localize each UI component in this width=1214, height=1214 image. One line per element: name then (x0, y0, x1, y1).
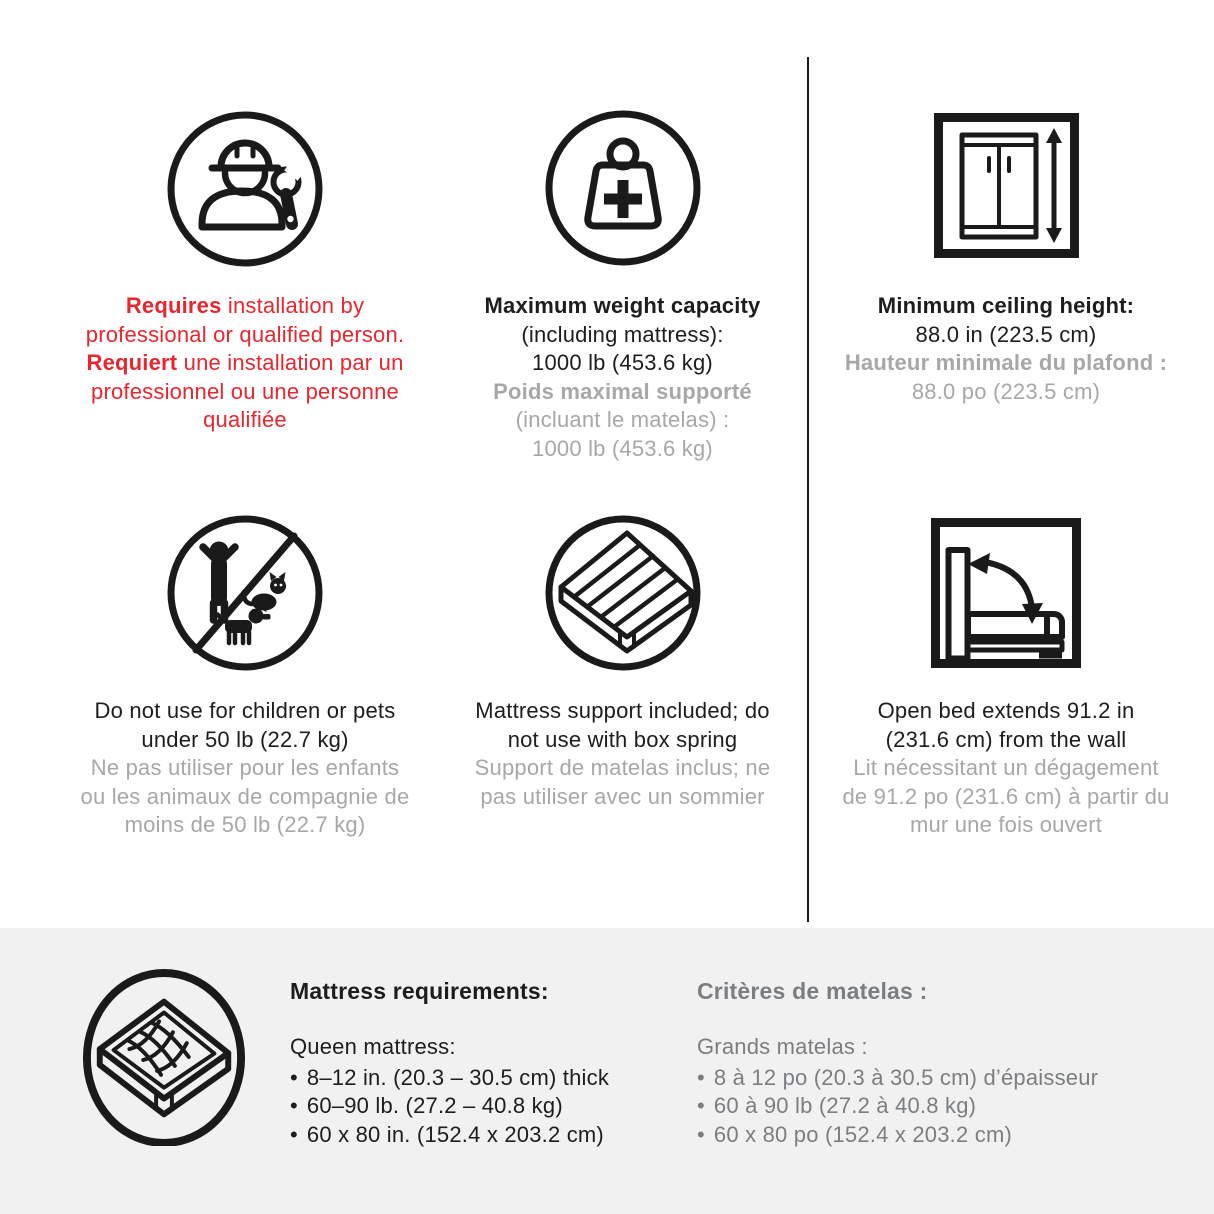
open-bed-block (822, 505, 1190, 840)
weight-capacity-icon (543, 108, 703, 268)
installation-text-en: Requires installation by professional or qualified person. (85, 293, 405, 347)
support-fr-line1: Support de matelas inclus; ne (474, 755, 771, 780)
mattress-spec-size-fr: • 60 x 80 po (152.4 x 203.2 cm) (697, 1121, 1098, 1150)
children-pets-en-line1: Do not use for children or pets (94, 698, 396, 723)
open-bed-fr-line2: de 91.2 po (231.6 cm) à partir du (842, 783, 1170, 809)
mattress-support-block (450, 505, 795, 811)
mattress-spec-weight-fr: • 60 à 90 lb (27.2 à 40.8 kg) (697, 1092, 1098, 1121)
ceiling-height-icon (929, 108, 1084, 263)
no-children-pets-block (30, 505, 460, 840)
mattress-spec-size-en: • 60 x 80 in. (152.4 x 203.2 cm) (290, 1121, 609, 1150)
weight-value-fr: 1000 lb (453.6 kg) (532, 435, 713, 461)
queen-mattress-label-fr: Grands matelas : (697, 1034, 868, 1059)
mattress-support-icon (543, 513, 703, 673)
mattress-spec-weight-en: • 60–90 lb. (27.2 – 40.8 kg) (290, 1092, 609, 1121)
ceiling-value-en: 88.0 in (223.5 cm) (915, 321, 1097, 347)
children-pets-fr-line2: ou les animaux de compagnie de (80, 783, 410, 809)
ceiling-title-fr: Hauteur minimale du plafond : (844, 350, 1168, 375)
weight-capacity-block (450, 100, 795, 463)
weight-line-en: (including mattress): (521, 321, 724, 347)
mattress-spec-list-fr (697, 1064, 1098, 1150)
children-pets-fr-line3: moins de 50 lb (22.7 kg) (124, 812, 366, 837)
mattress-requirements-heading-en: Mattress requirements: (290, 978, 549, 1004)
mattress-spec-list-en (290, 1064, 609, 1150)
mattress-spec-thickness-fr: • 8 à 12 po (20.3 à 30.5 cm) d’épaisseur (697, 1064, 1098, 1093)
mattress-requirements-en (290, 978, 609, 1149)
mattress-requirements-fr (697, 978, 1098, 1149)
weight-line-fr: (incluant le matelas) : (515, 407, 730, 432)
ceiling-value-fr: 88.0 po (223.5 cm) (911, 378, 1101, 404)
mattress-icon (80, 966, 248, 1146)
weight-title-en: Maximum weight capacity (484, 293, 761, 318)
installer-icon (164, 108, 326, 270)
open-bed-en-line1: Open bed extends 91.2 in (877, 698, 1135, 723)
ceiling-title-en: Minimum ceiling height: (877, 293, 1135, 318)
children-pets-en-line2: under 50 lb (22.7 kg) (141, 726, 349, 752)
open-bed-icon (926, 513, 1086, 673)
support-fr-line2: pas utiliser avec un sommier (480, 783, 765, 809)
mattress-spec-thickness-en: • 8–12 in. (20.3 – 30.5 cm) thick (290, 1064, 609, 1093)
installation-text-fr: Requiert une installation par un professionnel ou une personne qualifiée (86, 350, 404, 432)
weight-title-fr: Poids maximal supporté (493, 378, 752, 404)
no-children-pets-icon (165, 513, 325, 673)
open-bed-en-line2: (231.6 cm) from the wall (885, 726, 1127, 752)
queen-mattress-label-en: Queen mattress: (290, 1034, 456, 1059)
weight-value-en: 1000 lb (453.6 kg) (532, 350, 713, 375)
mattress-requirements-heading-fr: Critères de matelas : (697, 978, 928, 1004)
children-pets-fr-line1: Ne pas utiliser pour les enfants (90, 755, 400, 780)
vertical-divider (807, 57, 809, 922)
support-en-line1: Mattress support included; do (475, 698, 770, 723)
support-en-line2: not use with box spring (507, 726, 738, 752)
ceiling-height-block (822, 100, 1190, 406)
mattress-requirements-section (0, 928, 1214, 1214)
installation-block (30, 100, 460, 435)
open-bed-fr-line1: Lit nécessitant un dégagement (853, 755, 1159, 780)
open-bed-fr-line3: mur une fois ouvert (909, 812, 1103, 837)
